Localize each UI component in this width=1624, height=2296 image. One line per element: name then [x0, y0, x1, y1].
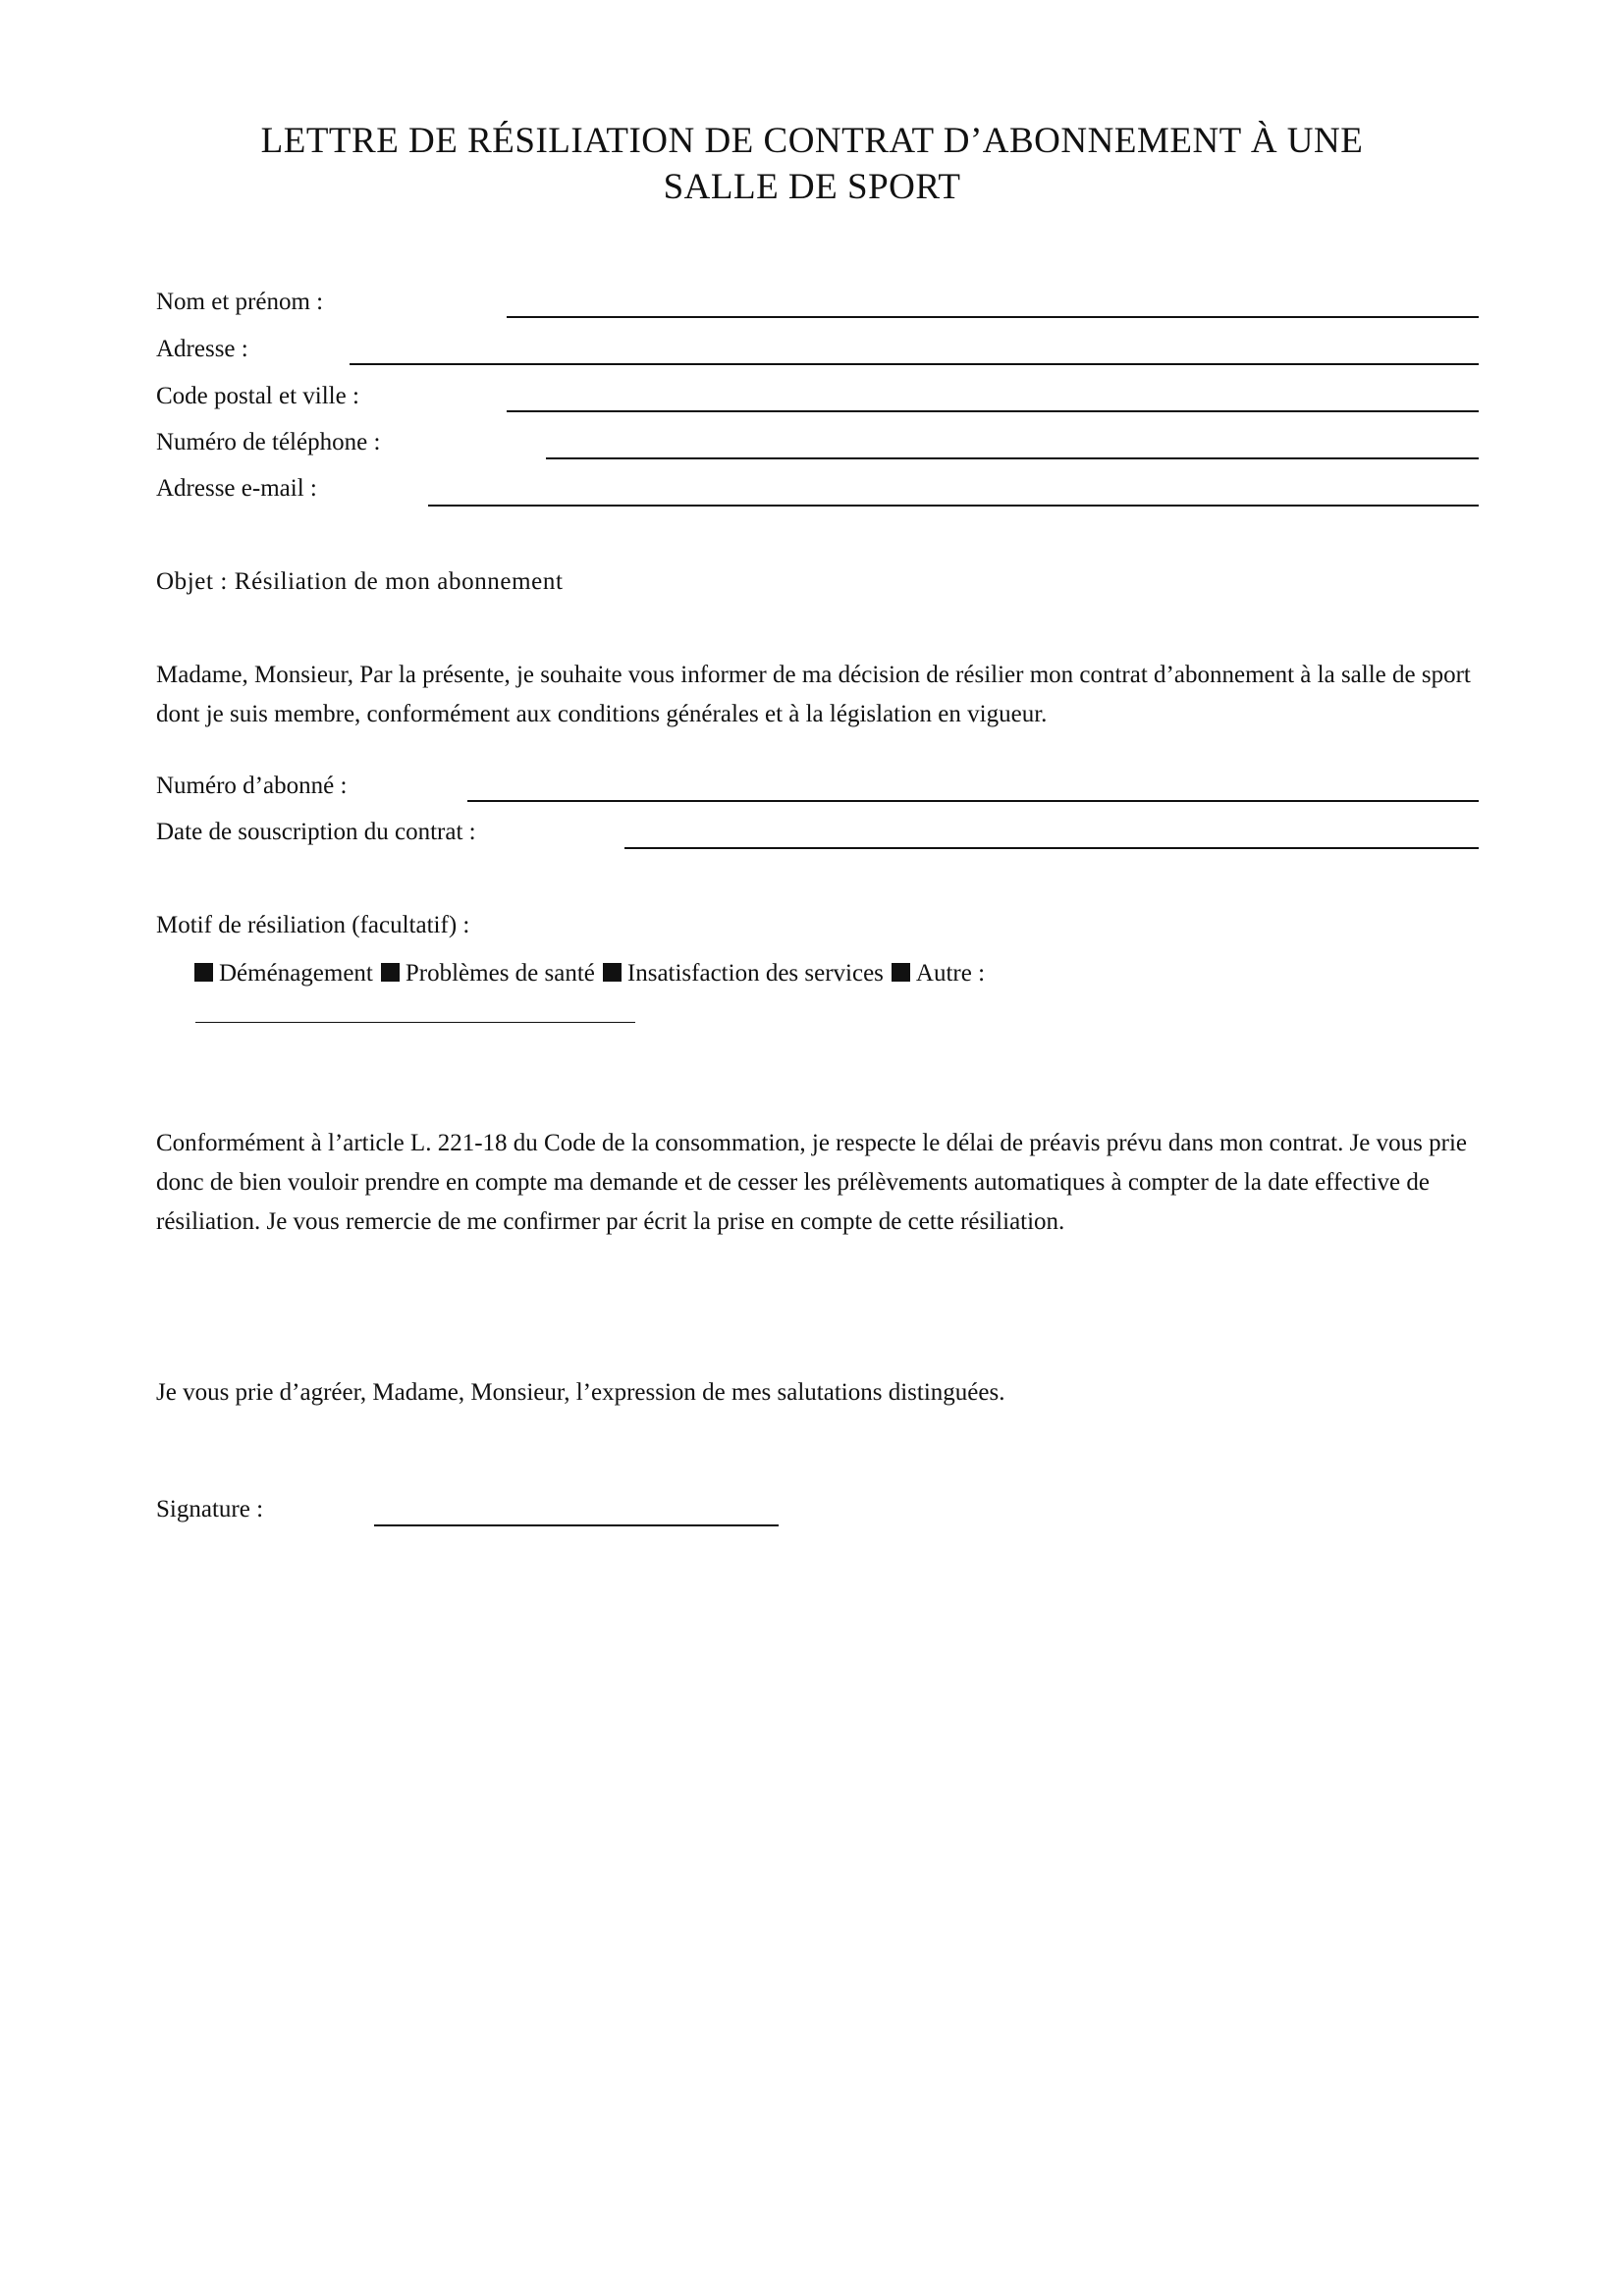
email-field-line[interactable]: [428, 505, 1479, 507]
document-title-line-1: LETTRE DE RÉSILIATION DE CONTRAT D’ABONNEMENT À UNE: [260, 121, 1364, 161]
intro-paragraph: Madame, Monsieur, Par la présente, je souhaite vous informer de ma décision de résilier mon contrat d’abonnement à la salle de sport dont je suis membre, conformément aux conditions générales et à la législation en vigueur.: [156, 662, 1471, 727]
checkbox-icon[interactable]: [381, 963, 400, 982]
phone-field-line[interactable]: [546, 457, 1479, 459]
subscription-date-field-line[interactable]: [624, 847, 1479, 849]
closing-formula: Je vous prie d’agréer, Madame, Monsieur, l’expression de mes salutations distinguées.: [156, 1379, 1005, 1406]
checkbox-icon[interactable]: [892, 963, 910, 982]
subscriber-number-field-line[interactable]: [467, 800, 1479, 802]
subscriber-number-label: Numéro d’abonné :: [156, 773, 348, 799]
signature-label: Signature :: [156, 1496, 264, 1522]
postal-city-label: Code postal et ville :: [156, 383, 359, 409]
subject-line: Objet : Résiliation de mon abonnement: [156, 568, 564, 595]
reason-option-health: Problèmes de santé: [405, 960, 595, 987]
signature-field-line[interactable]: [374, 1524, 779, 1526]
reason-label: Motif de résiliation (facultatif) :: [156, 912, 470, 938]
document-title-line-2: SALLE DE SPORT: [663, 167, 961, 207]
name-field-line[interactable]: [507, 316, 1479, 318]
reason-option-other: Autre :: [915, 960, 986, 987]
subscription-date-label: Date de souscription du contrat :: [156, 819, 476, 845]
address-label: Adresse :: [156, 336, 248, 362]
checkbox-icon[interactable]: [603, 963, 622, 982]
other-reason-field-line[interactable]: [195, 1022, 635, 1023]
checkbox-icon[interactable]: [194, 963, 213, 982]
reason-option-moving: Déménagement: [219, 960, 373, 987]
name-label: Nom et prénom :: [156, 289, 324, 315]
email-label: Adresse e-mail :: [156, 475, 317, 502]
phone-label: Numéro de téléphone :: [156, 429, 381, 455]
reason-option-dissatisfaction: Insatisfaction des services: [626, 960, 884, 987]
reason-options: [194, 954, 993, 993]
address-field-line[interactable]: [350, 363, 1479, 365]
postal-city-field-line[interactable]: [507, 410, 1479, 412]
body-paragraph: Conformément à l’article L. 221-18 du Code de la consommation, je respecte le délai de préavis prévu dans mon contrat. Je vous prie donc de bien vouloir prendre en compte ma demande et de cesser les prélèvements automatiques à compter de la date effective de résiliation. Je vous remercie de me confirmer par écrit la prise en compte de cette résiliation.: [156, 1130, 1467, 1235]
